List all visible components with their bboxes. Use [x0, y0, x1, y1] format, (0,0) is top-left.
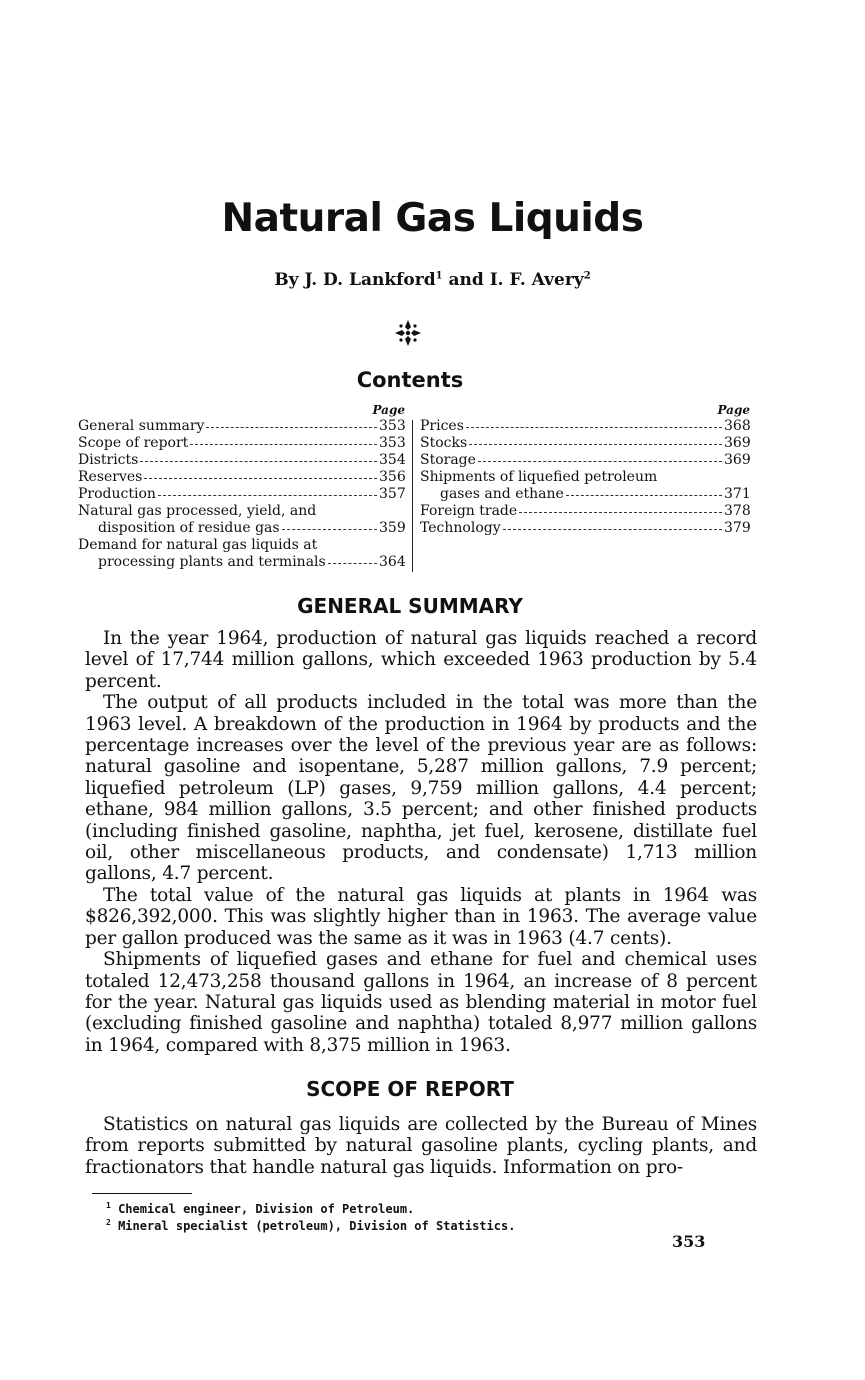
toc-entry: disposition of residue gas 359 — [98, 520, 406, 536]
paragraph: Statistics on natural gas liquids are collected by the Bureau of Mines from reports submitted by natural gasoline plants, cycling plants, and fractionators that handle natural gas liquids. Information on pro- — [85, 1114, 757, 1178]
paragraph: In the year 1964, production of natural gas liquids reached a record level of 17,744 million gallons, which exceeded 1963 production by 5.4 percent. — [85, 628, 757, 692]
toc-entry: Foreign trade 378 — [420, 503, 751, 519]
toc-divider — [412, 420, 413, 572]
ornament-icon — [393, 318, 423, 348]
page-number: 353 — [672, 1232, 706, 1251]
paragraph: Shipments of liquefied gases and ethane for fuel and chemical uses totaled 12,473,258 thousand gallons in 1964, an increase of 8 percent for the year. Natural gas liquids used as blending material in motor fuel (excluding finished gasoline and naphtha) totaled 8,977 million gallons in 1964, compared with 8,375 million in 1963. — [85, 949, 757, 1056]
toc-entry: Prices 368 — [420, 418, 751, 434]
footnote-ref-2: 2 — [583, 270, 591, 282]
footnotes — [106, 1199, 515, 1233]
toc-entry: Storage 369 — [420, 452, 751, 468]
footnote-divider — [92, 1193, 192, 1194]
byline — [0, 270, 865, 290]
footnote-ref-1: 1 — [435, 270, 443, 282]
toc-entry: Technology 379 — [420, 520, 751, 536]
page-title: Natural Gas Liquids — [221, 196, 644, 241]
paragraph: The total value of the natural gas liquids at plants in 1964 was $826,392,000. This was slightly higher than in 1963. The average value per gallon produced was the same as it was in 1963 (4.7 cents). — [85, 884, 757, 949]
toc-entry: Production 357 — [78, 486, 406, 502]
author-1: By J. D. Lankford — [274, 270, 436, 290]
toc-entry-line: Natural gas processed, yield, and — [78, 503, 317, 519]
footnote: $^1$ Chemical engineer, Division of Petroleum. — [106, 1201, 415, 1216]
toc-entry-line: Demand for natural gas liquids at — [78, 537, 318, 553]
section-heading-general-summary: GENERAL SUMMARY — [297, 594, 523, 618]
toc-entry: Reserves 356 — [78, 469, 406, 485]
contents-heading: Contents — [356, 368, 464, 392]
paragraph: The output of all products included in the total was more than the 1963 level. A breakdown of the production in 1964 by products and the percentage increases over the level of the previous year are as follows: natural gasoline and isopentane, 5,287 million gallons, 7.9 percent; liquefied petroleum (LP) gases, 9,759 million gallons, 4.4 percent; ethane, 984 million gallons, 3.5 percent; and other finished products (including finished gasoline, naphtha, jet fuel, kerosene, distillate fuel oil, other miscellaneous products, and condensate) 1,713 million gallons, 4.7 percent. — [85, 692, 757, 885]
toc-right-column — [420, 402, 750, 537]
toc-entry-line: Shipments of liquefied petroleum — [420, 469, 658, 485]
toc-entry: General summary 353 — [78, 418, 406, 434]
author-2: and I. F. Avery — [448, 270, 584, 290]
toc-entry: Stocks 369 — [420, 435, 751, 451]
toc-entry: Districts 354 — [78, 452, 406, 468]
section-heading-scope-of-report: SCOPE OF REPORT — [306, 1077, 514, 1101]
general-summary-body — [85, 628, 757, 1056]
footnote: $^2$ Mineral specialist (petroleum), Division of Statistics. — [106, 1218, 516, 1233]
toc-entry: Scope of report 353 — [78, 435, 406, 451]
toc-page-label: Page — [717, 403, 750, 417]
toc-entry: gases and ethane 371 — [440, 486, 751, 502]
toc-page-label: Page — [372, 403, 405, 417]
scope-of-report-body — [85, 1114, 757, 1178]
toc-left-column — [78, 402, 405, 571]
toc-entry: processing plants and terminals 364 — [98, 554, 406, 570]
